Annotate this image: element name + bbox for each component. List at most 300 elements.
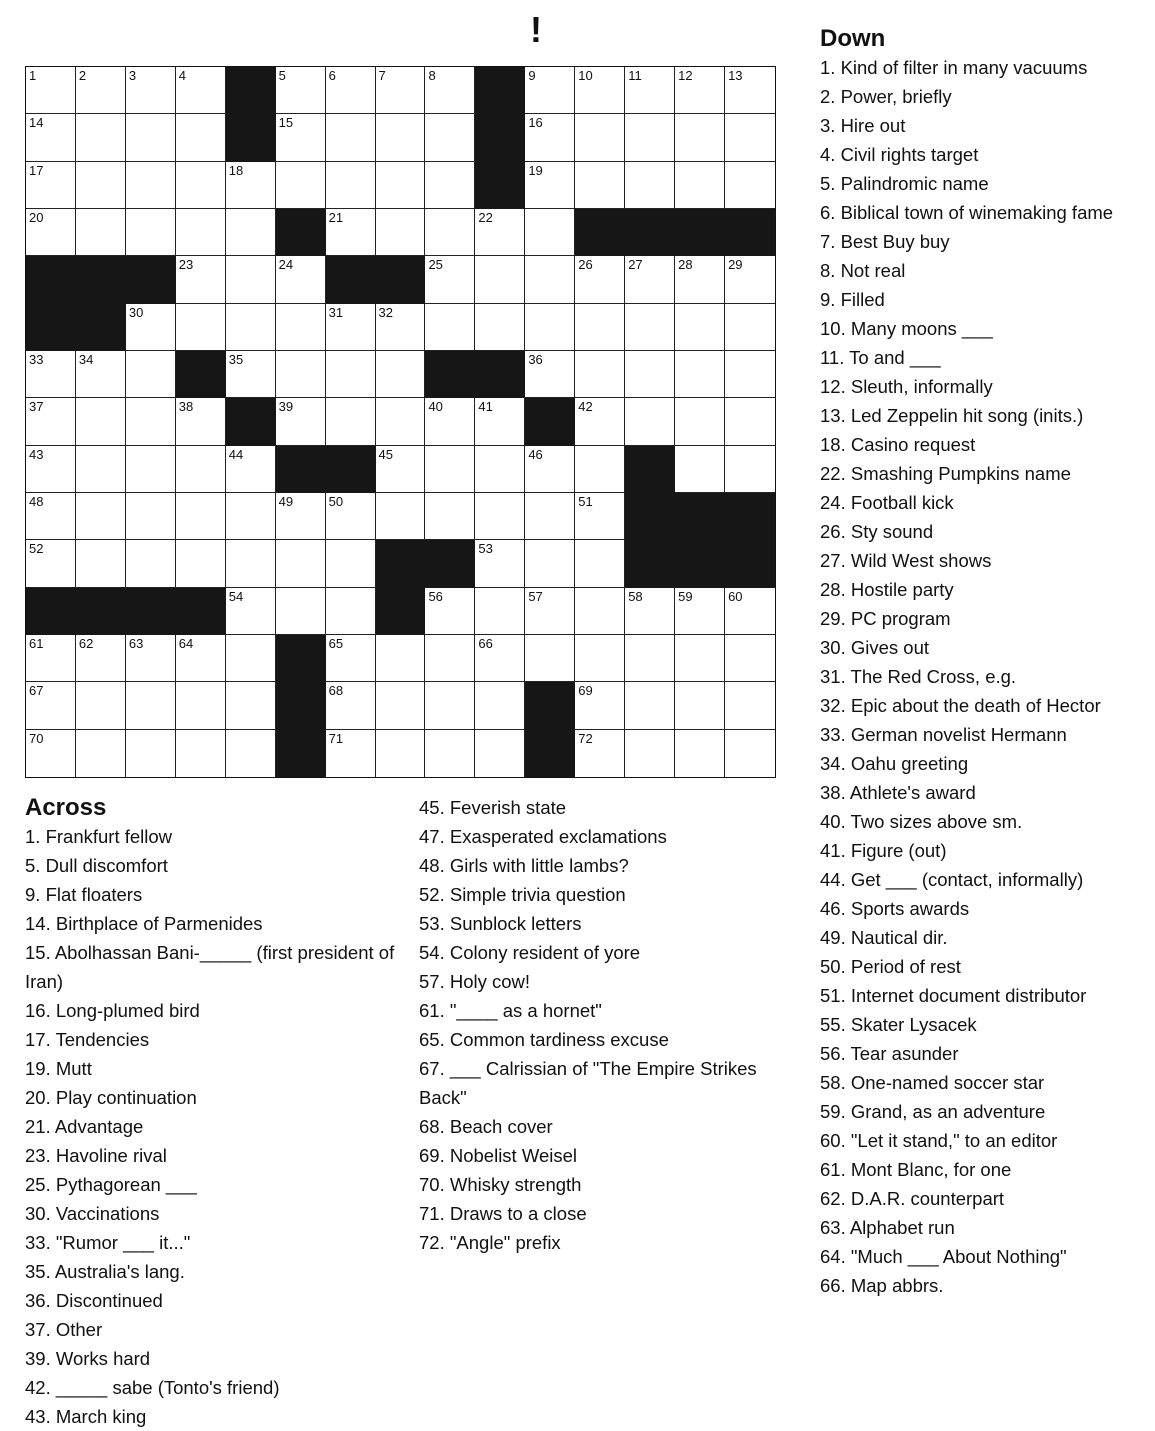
grid-cell[interactable] <box>126 540 176 587</box>
grid-cell[interactable] <box>76 351 126 398</box>
grid-cell[interactable] <box>725 162 775 209</box>
cell-number: 63 <box>128 635 144 651</box>
grid-cell[interactable] <box>226 209 276 256</box>
grid-cell[interactable] <box>76 682 126 729</box>
grid-cell[interactable] <box>176 635 226 682</box>
cell-number: 41 <box>478 399 493 415</box>
grid-cell[interactable] <box>26 114 76 161</box>
grid-cell[interactable] <box>226 588 276 635</box>
grid-cell[interactable] <box>226 730 276 777</box>
grid-block-cell <box>276 635 326 682</box>
grid-cell[interactable] <box>376 682 426 729</box>
grid-block-cell <box>376 588 426 635</box>
grid-cell[interactable] <box>76 446 126 493</box>
grid-cell[interactable] <box>376 114 426 161</box>
grid-cell[interactable] <box>376 398 426 445</box>
grid-cell[interactable] <box>76 114 126 161</box>
grid-cell[interactable] <box>76 540 126 587</box>
grid-cell[interactable] <box>425 635 475 682</box>
clue-item: 53. Sunblock letters <box>419 913 582 934</box>
clue-item: 68. Beach cover <box>419 1116 553 1137</box>
grid-cell[interactable] <box>575 256 625 303</box>
cell-number: 30 <box>128 304 144 320</box>
grid-cell[interactable] <box>525 540 575 587</box>
grid-cell[interactable] <box>575 398 625 445</box>
cell-number: 52 <box>29 541 44 557</box>
grid-cell[interactable] <box>525 446 575 493</box>
grid-cell[interactable] <box>326 67 376 114</box>
cell-number: 50 <box>328 493 344 509</box>
grid-cell[interactable] <box>376 446 426 493</box>
clue-item: 2. Power, briefly <box>820 86 952 107</box>
cell-number: 42 <box>578 399 593 415</box>
cell-number: 46 <box>528 446 543 462</box>
clue-item: 35. Australia's lang. <box>25 1261 185 1282</box>
cell-number: 64 <box>178 635 194 651</box>
grid-cell[interactable] <box>575 588 625 635</box>
grid-cell[interactable] <box>475 398 525 445</box>
clue-item: 4. Civil rights target <box>820 144 979 165</box>
clue-item: 38. Athlete's award <box>820 782 976 803</box>
grid-cell[interactable] <box>126 682 176 729</box>
clue-item: 70. Whisky strength <box>419 1174 582 1195</box>
clue-item: 22. Smashing Pumpkins name <box>820 463 1071 484</box>
grid-cell[interactable] <box>176 162 226 209</box>
grid-cell[interactable] <box>675 398 725 445</box>
clue-item: 3. Hire out <box>820 115 906 136</box>
grid-cell[interactable] <box>76 209 126 256</box>
cell-number: 38 <box>178 399 194 415</box>
grid-cell[interactable] <box>725 114 775 161</box>
cell-number: 31 <box>328 304 344 320</box>
grid-cell[interactable] <box>675 730 725 777</box>
grid-cell[interactable] <box>575 540 625 587</box>
grid-cell[interactable] <box>425 730 475 777</box>
clue-item: 66. Map abbrs. <box>820 1275 944 1296</box>
grid-cell[interactable] <box>376 493 426 540</box>
grid-cell[interactable] <box>725 256 775 303</box>
clue-item: 24. Football kick <box>820 492 954 513</box>
grid-cell[interactable] <box>575 304 625 351</box>
grid-cell[interactable] <box>326 540 376 587</box>
grid-cell[interactable] <box>425 304 475 351</box>
cell-number: 65 <box>328 635 344 651</box>
grid-cell[interactable] <box>425 446 475 493</box>
grid-block-cell <box>625 493 675 540</box>
cell-number: 48 <box>29 493 44 509</box>
grid-cell[interactable] <box>475 682 525 729</box>
grid-cell[interactable] <box>525 304 575 351</box>
clue-item: 43. March king <box>25 1406 147 1427</box>
grid-cell[interactable] <box>425 493 475 540</box>
grid-block-cell <box>176 351 226 398</box>
grid-cell[interactable] <box>326 493 376 540</box>
clue-item: 60. "Let it stand," to an editor <box>820 1130 1058 1151</box>
grid-block-cell <box>475 351 525 398</box>
clue-item: 33. German novelist Hermann <box>820 724 1067 745</box>
grid-cell[interactable] <box>675 446 725 493</box>
grid-cell[interactable] <box>675 351 725 398</box>
clue-item: 10. Many moons ___ <box>820 318 993 339</box>
grid-cell[interactable] <box>26 162 76 209</box>
cell-number: 22 <box>478 209 493 225</box>
grid-cell[interactable] <box>475 730 525 777</box>
grid-cell[interactable] <box>525 493 575 540</box>
grid-block-cell <box>376 540 426 587</box>
grid-cell[interactable] <box>276 540 326 587</box>
cell-number: 58 <box>628 588 643 604</box>
grid-cell[interactable] <box>276 493 326 540</box>
grid-cell[interactable] <box>326 351 376 398</box>
cell-number: 40 <box>428 399 443 415</box>
grid-cell[interactable] <box>725 635 775 682</box>
grid-cell[interactable] <box>475 588 525 635</box>
cell-number: 29 <box>728 257 743 273</box>
grid-cell[interactable] <box>575 446 625 493</box>
grid-cell[interactable] <box>525 351 575 398</box>
grid-cell[interactable] <box>725 446 775 493</box>
grid-cell[interactable] <box>76 730 126 777</box>
grid-cell[interactable] <box>376 67 426 114</box>
clue-item: 59. Grand, as an adventure <box>820 1101 1046 1122</box>
clue-item: 11. To and ___ <box>820 347 941 368</box>
grid-cell[interactable] <box>425 67 475 114</box>
grid-cell[interactable] <box>675 114 725 161</box>
grid-cell[interactable] <box>226 540 276 587</box>
clue-item: 9. Filled <box>820 289 885 310</box>
grid-cell[interactable] <box>176 730 226 777</box>
clue-item: 41. Figure (out) <box>820 840 947 861</box>
across-clue-list-continued <box>419 793 799 1257</box>
grid-cell[interactable] <box>725 304 775 351</box>
grid-cell[interactable] <box>725 398 775 445</box>
cell-number: 3 <box>128 68 137 83</box>
grid-block-cell <box>675 209 725 256</box>
cell-number: 23 <box>178 257 194 273</box>
grid-cell[interactable] <box>525 256 575 303</box>
grid-cell[interactable] <box>126 162 176 209</box>
cell-number: 19 <box>528 162 543 178</box>
cell-number: 72 <box>578 730 593 746</box>
grid-cell[interactable] <box>226 351 276 398</box>
clue-item: 56. Tear asunder <box>820 1043 959 1064</box>
grid-block-cell <box>226 67 276 114</box>
grid-cell[interactable] <box>425 398 475 445</box>
grid-block-cell <box>26 256 76 303</box>
grid-cell[interactable] <box>326 635 376 682</box>
grid-cell[interactable] <box>625 398 675 445</box>
grid-cell[interactable] <box>525 635 575 682</box>
clue-item: 67. ___ Calrissian of "The Empire Strikes Back" <box>419 1058 757 1108</box>
grid-cell[interactable] <box>525 588 575 635</box>
grid-cell[interactable] <box>26 635 76 682</box>
cell-number: 53 <box>478 541 493 557</box>
grid-cell[interactable] <box>76 67 126 114</box>
grid-cell[interactable] <box>475 635 525 682</box>
clue-item: 45. Feverish state <box>419 797 567 818</box>
grid-cell[interactable] <box>376 635 426 682</box>
grid-block-cell <box>126 256 176 303</box>
grid-cell[interactable] <box>575 67 625 114</box>
grid-cell[interactable] <box>326 588 376 635</box>
grid-cell[interactable] <box>575 682 625 729</box>
clue-item: 47. Exasperated exclamations <box>419 826 667 847</box>
grid-cell[interactable] <box>26 540 76 587</box>
grid-cell[interactable] <box>625 304 675 351</box>
grid-block-cell <box>326 256 376 303</box>
grid-cell[interactable] <box>376 351 426 398</box>
clue-item: 32. Epic about the death of Hector <box>820 695 1101 716</box>
grid-cell[interactable] <box>326 209 376 256</box>
cell-number: 36 <box>528 351 543 367</box>
grid-block-cell <box>575 209 625 256</box>
grid-block-cell <box>625 209 675 256</box>
grid-cell[interactable] <box>276 351 326 398</box>
grid-block-cell <box>675 540 725 587</box>
grid-cell[interactable] <box>226 162 276 209</box>
grid-cell[interactable] <box>226 446 276 493</box>
grid-cell[interactable] <box>675 304 725 351</box>
grid-cell[interactable] <box>675 588 725 635</box>
cell-number: 13 <box>728 68 743 83</box>
grid-cell[interactable] <box>176 493 226 540</box>
cell-number: 8 <box>428 68 436 83</box>
grid-cell[interactable] <box>176 67 226 114</box>
grid-cell[interactable] <box>276 588 326 635</box>
grid-block-cell <box>276 730 326 777</box>
grid-cell[interactable] <box>575 635 625 682</box>
grid-cell[interactable] <box>625 114 675 161</box>
grid-cell[interactable] <box>26 682 76 729</box>
cell-number: 18 <box>228 162 244 178</box>
clue-item: 62. D.A.R. counterpart <box>820 1188 1005 1209</box>
clue-item: 44. Get ___ (contact, informally) <box>820 869 1084 890</box>
grid-cell[interactable] <box>26 730 76 777</box>
grid-cell[interactable] <box>176 446 226 493</box>
cell-number: 62 <box>78 635 94 651</box>
cell-number: 11 <box>628 68 642 83</box>
grid-block-cell <box>725 209 775 256</box>
cell-number: 5 <box>278 68 286 83</box>
grid-block-cell <box>525 682 575 729</box>
grid-block-cell <box>425 351 475 398</box>
grid-cell[interactable] <box>226 304 276 351</box>
down-clues-column <box>820 24 1150 1300</box>
grid-cell[interactable] <box>226 682 276 729</box>
grid-cell[interactable] <box>276 67 326 114</box>
grid-cell[interactable] <box>76 398 126 445</box>
grid-cell[interactable] <box>425 256 475 303</box>
grid-cell[interactable] <box>575 730 625 777</box>
grid-cell[interactable] <box>376 162 426 209</box>
grid-cell[interactable] <box>126 446 176 493</box>
grid-cell[interactable] <box>525 67 575 114</box>
grid-cell[interactable] <box>475 256 525 303</box>
grid-cell[interactable] <box>176 540 226 587</box>
clue-item: 30. Vaccinations <box>25 1203 160 1224</box>
grid-cell[interactable] <box>226 635 276 682</box>
clue-item: 58. One-named soccer star <box>820 1072 1045 1093</box>
crossword-grid <box>25 66 776 778</box>
grid-cell[interactable] <box>675 67 725 114</box>
grid-cell[interactable] <box>26 493 76 540</box>
grid-cell[interactable] <box>475 446 525 493</box>
clue-item: 28. Hostile party <box>820 579 954 600</box>
grid-cell[interactable] <box>525 209 575 256</box>
grid-cell[interactable] <box>525 114 575 161</box>
grid-block-cell <box>276 682 326 729</box>
grid-cell[interactable] <box>76 635 126 682</box>
cell-number: 26 <box>578 257 593 273</box>
grid-cell[interactable] <box>575 114 625 161</box>
grid-cell[interactable] <box>226 256 276 303</box>
cell-number: 25 <box>428 257 443 273</box>
grid-cell[interactable] <box>425 588 475 635</box>
cell-number: 70 <box>29 730 44 746</box>
grid-cell[interactable] <box>126 304 176 351</box>
cell-number: 34 <box>78 351 94 367</box>
grid-cell[interactable] <box>126 351 176 398</box>
across-clues-column-1 <box>25 793 400 1431</box>
cell-number: 69 <box>578 683 593 699</box>
grid-cell[interactable] <box>475 209 525 256</box>
grid-cell[interactable] <box>625 67 675 114</box>
clue-item: 1. Kind of filter in many vacuums <box>820 57 1088 78</box>
cell-number: 32 <box>378 304 393 320</box>
cell-number: 66 <box>478 635 493 651</box>
down-heading: Down <box>820 25 886 52</box>
grid-block-cell <box>126 588 176 635</box>
grid-cell[interactable] <box>26 351 76 398</box>
clue-item: 46. Sports awards <box>820 898 970 919</box>
grid-cell[interactable] <box>475 304 525 351</box>
cell-number: 9 <box>528 68 536 83</box>
grid-cell[interactable] <box>276 114 326 161</box>
cell-number: 59 <box>678 588 693 604</box>
grid-cell[interactable] <box>26 209 76 256</box>
grid-cell[interactable] <box>126 209 176 256</box>
grid-cell[interactable] <box>725 67 775 114</box>
clue-item: 8. Not real <box>820 260 906 281</box>
grid-cell[interactable] <box>76 162 126 209</box>
clue-item: 49. Nautical dir. <box>820 927 948 948</box>
grid-cell[interactable] <box>725 588 775 635</box>
cell-number: 14 <box>29 115 44 131</box>
clue-item: 57. Holy cow! <box>419 971 531 992</box>
clue-item: 25. Pythagorean ___ <box>25 1174 197 1195</box>
grid-cell[interactable] <box>675 682 725 729</box>
grid-cell[interactable] <box>326 304 376 351</box>
grid-cell[interactable] <box>176 682 226 729</box>
grid-cell[interactable] <box>675 256 725 303</box>
grid-block-cell <box>176 588 226 635</box>
grid-cell[interactable] <box>625 351 675 398</box>
grid-cell[interactable] <box>176 114 226 161</box>
clue-item: 16. Long-plumed bird <box>25 1000 200 1021</box>
cell-number: 24 <box>278 257 294 273</box>
across-heading: Across <box>25 794 107 821</box>
grid-cell[interactable] <box>176 256 226 303</box>
grid-cell[interactable] <box>725 351 775 398</box>
grid-cell[interactable] <box>326 730 376 777</box>
grid-cell[interactable] <box>276 398 326 445</box>
grid-cell[interactable] <box>226 493 276 540</box>
grid-cell[interactable] <box>625 256 675 303</box>
grid-cell[interactable] <box>326 162 376 209</box>
grid-cell[interactable] <box>625 588 675 635</box>
grid-cell[interactable] <box>126 635 176 682</box>
grid-cell[interactable] <box>276 162 326 209</box>
grid-cell[interactable] <box>276 256 326 303</box>
cell-number: 61 <box>29 635 44 651</box>
grid-cell[interactable] <box>425 162 475 209</box>
grid-cell[interactable] <box>625 635 675 682</box>
grid-cell[interactable] <box>176 304 226 351</box>
grid-cell[interactable] <box>326 682 376 729</box>
grid-block-cell <box>625 446 675 493</box>
cell-number: 21 <box>328 209 344 225</box>
grid-block-cell <box>276 446 326 493</box>
clue-item: 29. PC program <box>820 608 951 629</box>
grid-block-cell <box>226 398 276 445</box>
grid-cell[interactable] <box>126 493 176 540</box>
grid-cell[interactable] <box>126 114 176 161</box>
grid-cell[interactable] <box>26 398 76 445</box>
grid-cell[interactable] <box>176 398 226 445</box>
cell-number: 35 <box>228 351 244 367</box>
grid-cell[interactable] <box>326 114 376 161</box>
grid-cell[interactable] <box>126 398 176 445</box>
grid-cell[interactable] <box>725 682 775 729</box>
down-clue-list <box>820 53 1150 1300</box>
grid-cell[interactable] <box>725 730 775 777</box>
grid-block-cell <box>376 256 426 303</box>
grid-cell[interactable] <box>26 67 76 114</box>
cell-number: 56 <box>428 588 443 604</box>
grid-cell[interactable] <box>76 493 126 540</box>
grid-cell[interactable] <box>625 730 675 777</box>
grid-cell[interactable] <box>425 114 475 161</box>
grid-cell[interactable] <box>176 209 226 256</box>
grid-cell[interactable] <box>425 209 475 256</box>
clue-item: 6. Biblical town of winemaking fame <box>820 202 1114 223</box>
grid-cell[interactable] <box>376 209 426 256</box>
cell-number: 60 <box>728 588 743 604</box>
grid-cell[interactable] <box>276 304 326 351</box>
grid-cell[interactable] <box>525 162 575 209</box>
clue-item: 1. Frankfurt fellow <box>25 826 173 847</box>
grid-cell[interactable] <box>475 540 525 587</box>
grid-cell[interactable] <box>675 635 725 682</box>
grid-cell[interactable] <box>675 162 725 209</box>
clue-item: 14. Birthplace of Parmenides <box>25 913 263 934</box>
grid-cell[interactable] <box>376 730 426 777</box>
grid-cell[interactable] <box>475 493 525 540</box>
cell-number: 7 <box>378 68 386 83</box>
grid-cell[interactable] <box>126 730 176 777</box>
grid-cell[interactable] <box>575 351 625 398</box>
grid-cell[interactable] <box>425 682 475 729</box>
grid-cell[interactable] <box>575 493 625 540</box>
clue-item: 34. Oahu greeting <box>820 753 969 774</box>
grid-cell[interactable] <box>575 162 625 209</box>
grid-cell[interactable] <box>126 67 176 114</box>
grid-cell[interactable] <box>625 682 675 729</box>
grid-cell[interactable] <box>26 446 76 493</box>
grid-cell[interactable] <box>625 162 675 209</box>
grid-cell[interactable] <box>376 304 426 351</box>
grid-cell[interactable] <box>326 398 376 445</box>
